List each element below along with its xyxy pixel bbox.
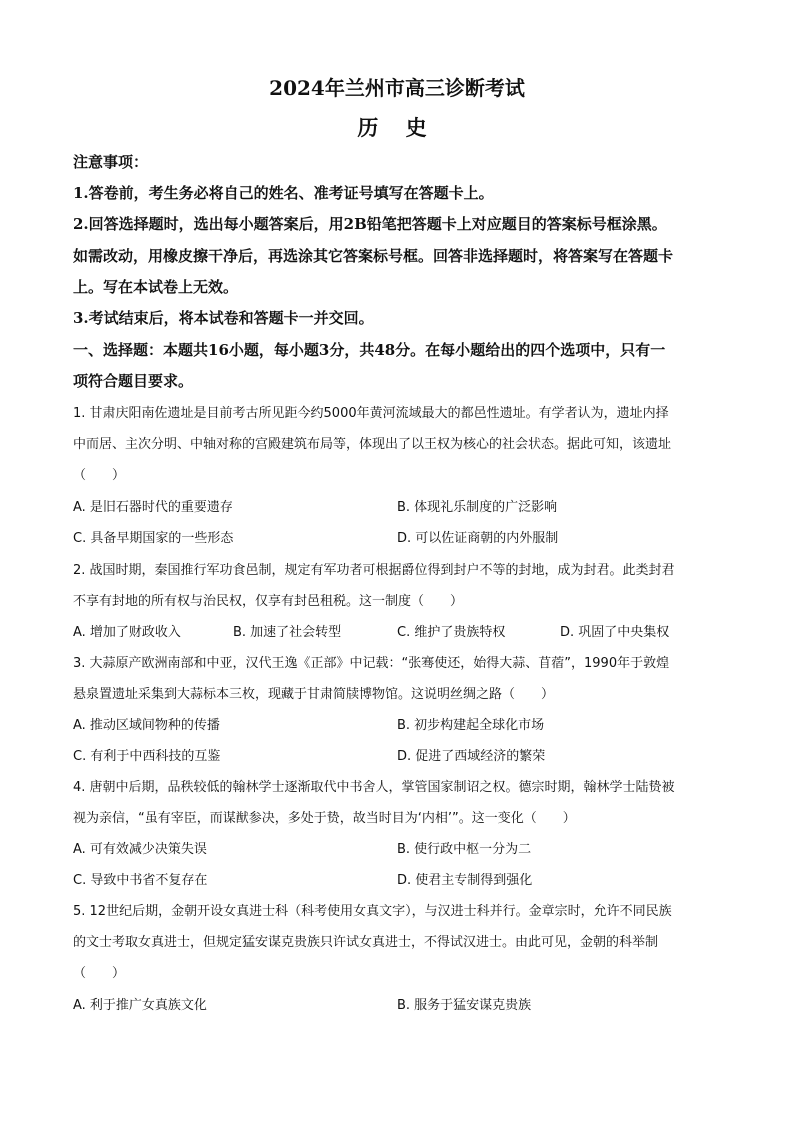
question-1-text: 1. 甘肃庆阳南佐遗址是目前考古所见距今约5000年黄河流域最大的都邑性遗址。有学者认为，遗址内择 bbox=[73, 406, 669, 421]
question-4-text: 4. 唐朝中后期，品秩较低的翰林学士逐渐取代中书舍人，掌管国家制诏之权。德宗时期，翰林学士陆贽被 bbox=[73, 780, 675, 795]
question-3-option-c: C. 有利于中西科技的互鉴 bbox=[73, 749, 221, 764]
section-heading: 项符合题目要求。 bbox=[73, 372, 194, 390]
exam-title: 2024年兰州市高三诊断考试 bbox=[269, 76, 525, 100]
question-2-option-c: C. 维护了贵族特权 bbox=[397, 625, 506, 640]
question-1-option-a: A. 是旧石器时代的重要遗存 bbox=[73, 500, 233, 515]
note-line: 3.考试结束后，将本试卷和答题卡一并交回。 bbox=[73, 309, 374, 327]
question-2-option-d: D. 巩固了中央集权 bbox=[560, 625, 670, 640]
question-1-text: 中而居、主次分明、中轴对称的宫殿建筑布局等，体现出了以王权为核心的社会状态。据此可知，该遗址 bbox=[73, 437, 672, 452]
question-2-text: 2. 战国时期，秦国推行军功食邑制，规定有军功者可根据爵位得到封户不等的封地，成为封君。此类封君 bbox=[73, 563, 675, 578]
question-3-text: 3. 大蒜原产欧洲南部和中亚，汉代王逸《正部》中记载：“张骞使还，始得大蒜、苜蓿”，1990年于敦煌 bbox=[73, 656, 670, 671]
question-4-text: 视为亲信，“虽有宰臣，而谋猷参决，多处于贽，故当时目为‘内相’”。这一变化（ ） bbox=[73, 811, 576, 826]
question-5-text: 5. 12世纪后期，金朝开设女真进士科（科考使用女真文字），与汉进士科并行。金章宗时，允许不同民族 bbox=[73, 904, 672, 919]
subject-title: 历 史 bbox=[357, 115, 437, 140]
question-3-option-a: A. 推动区域间物种的传播 bbox=[73, 718, 220, 733]
question-4-option-b: B. 使行政中枢一分为二 bbox=[397, 842, 532, 857]
question-1-text: （ ） bbox=[73, 468, 126, 483]
note-line: 2.回答选择题时，选出每小题答案后，用2B铅笔把答题卡上对应题目的答案标号框涂黑。 bbox=[73, 215, 667, 233]
question-4-option-d: D. 使君主专制得到强化 bbox=[397, 873, 533, 888]
question-5-option-b: B. 服务于猛安谋克贵族 bbox=[397, 998, 532, 1013]
question-1-option-b: B. 体现礼乐制度的广泛影响 bbox=[397, 500, 558, 515]
question-5-text: 的文士考取女真进士，但规定猛安谋克贵族只许试女真进士，不得试汉进士。由此可见，金朝的科举制 bbox=[73, 935, 659, 950]
question-3-text: 悬泉置遗址采集到大蒜标本三枚，现藏于甘肃简牍博物馆。这说明丝绸之路（ ） bbox=[73, 687, 555, 702]
notes-heading: 注意事项： bbox=[73, 153, 149, 171]
note-line: 上。写在本试卷上无效。 bbox=[73, 278, 239, 296]
note-line: 如需改动，用橡皮擦干净后，再选涂其它答案标号框。回答非选择题时，将答案写在答题卡 bbox=[73, 247, 674, 265]
question-3-option-d: D. 促进了西域经济的繁荣 bbox=[397, 749, 546, 764]
question-4-option-c: C. 导致中书省不复存在 bbox=[73, 873, 208, 888]
question-4-option-a: A. 可有效减少决策失误 bbox=[73, 842, 207, 857]
question-2-option-a: A. 增加了财政收入 bbox=[73, 625, 181, 640]
section-heading: 一、选择题：本题共16小题，每小题3分，共48分。在每小题给出的四个选项中，只有一 bbox=[73, 341, 666, 359]
question-1-option-c: C. 具备早期国家的一些形态 bbox=[73, 531, 234, 546]
question-1-option-d: D. 可以佐证商朝的内外服制 bbox=[397, 531, 559, 546]
question-3-option-b: B. 初步构建起全球化市场 bbox=[397, 718, 545, 733]
question-5-text: （ ） bbox=[73, 966, 126, 981]
note-line: 1.答卷前，考生务必将自己的姓名、准考证号填写在答题卡上。 bbox=[73, 184, 494, 202]
question-2-option-b: B. 加速了社会转型 bbox=[233, 625, 342, 640]
question-5-option-a: A. 利于推广女真族文化 bbox=[73, 998, 207, 1013]
question-2-text: 不享有封地的所有权与治民权，仅享有封邑租税。这一制度（ ） bbox=[73, 594, 464, 609]
